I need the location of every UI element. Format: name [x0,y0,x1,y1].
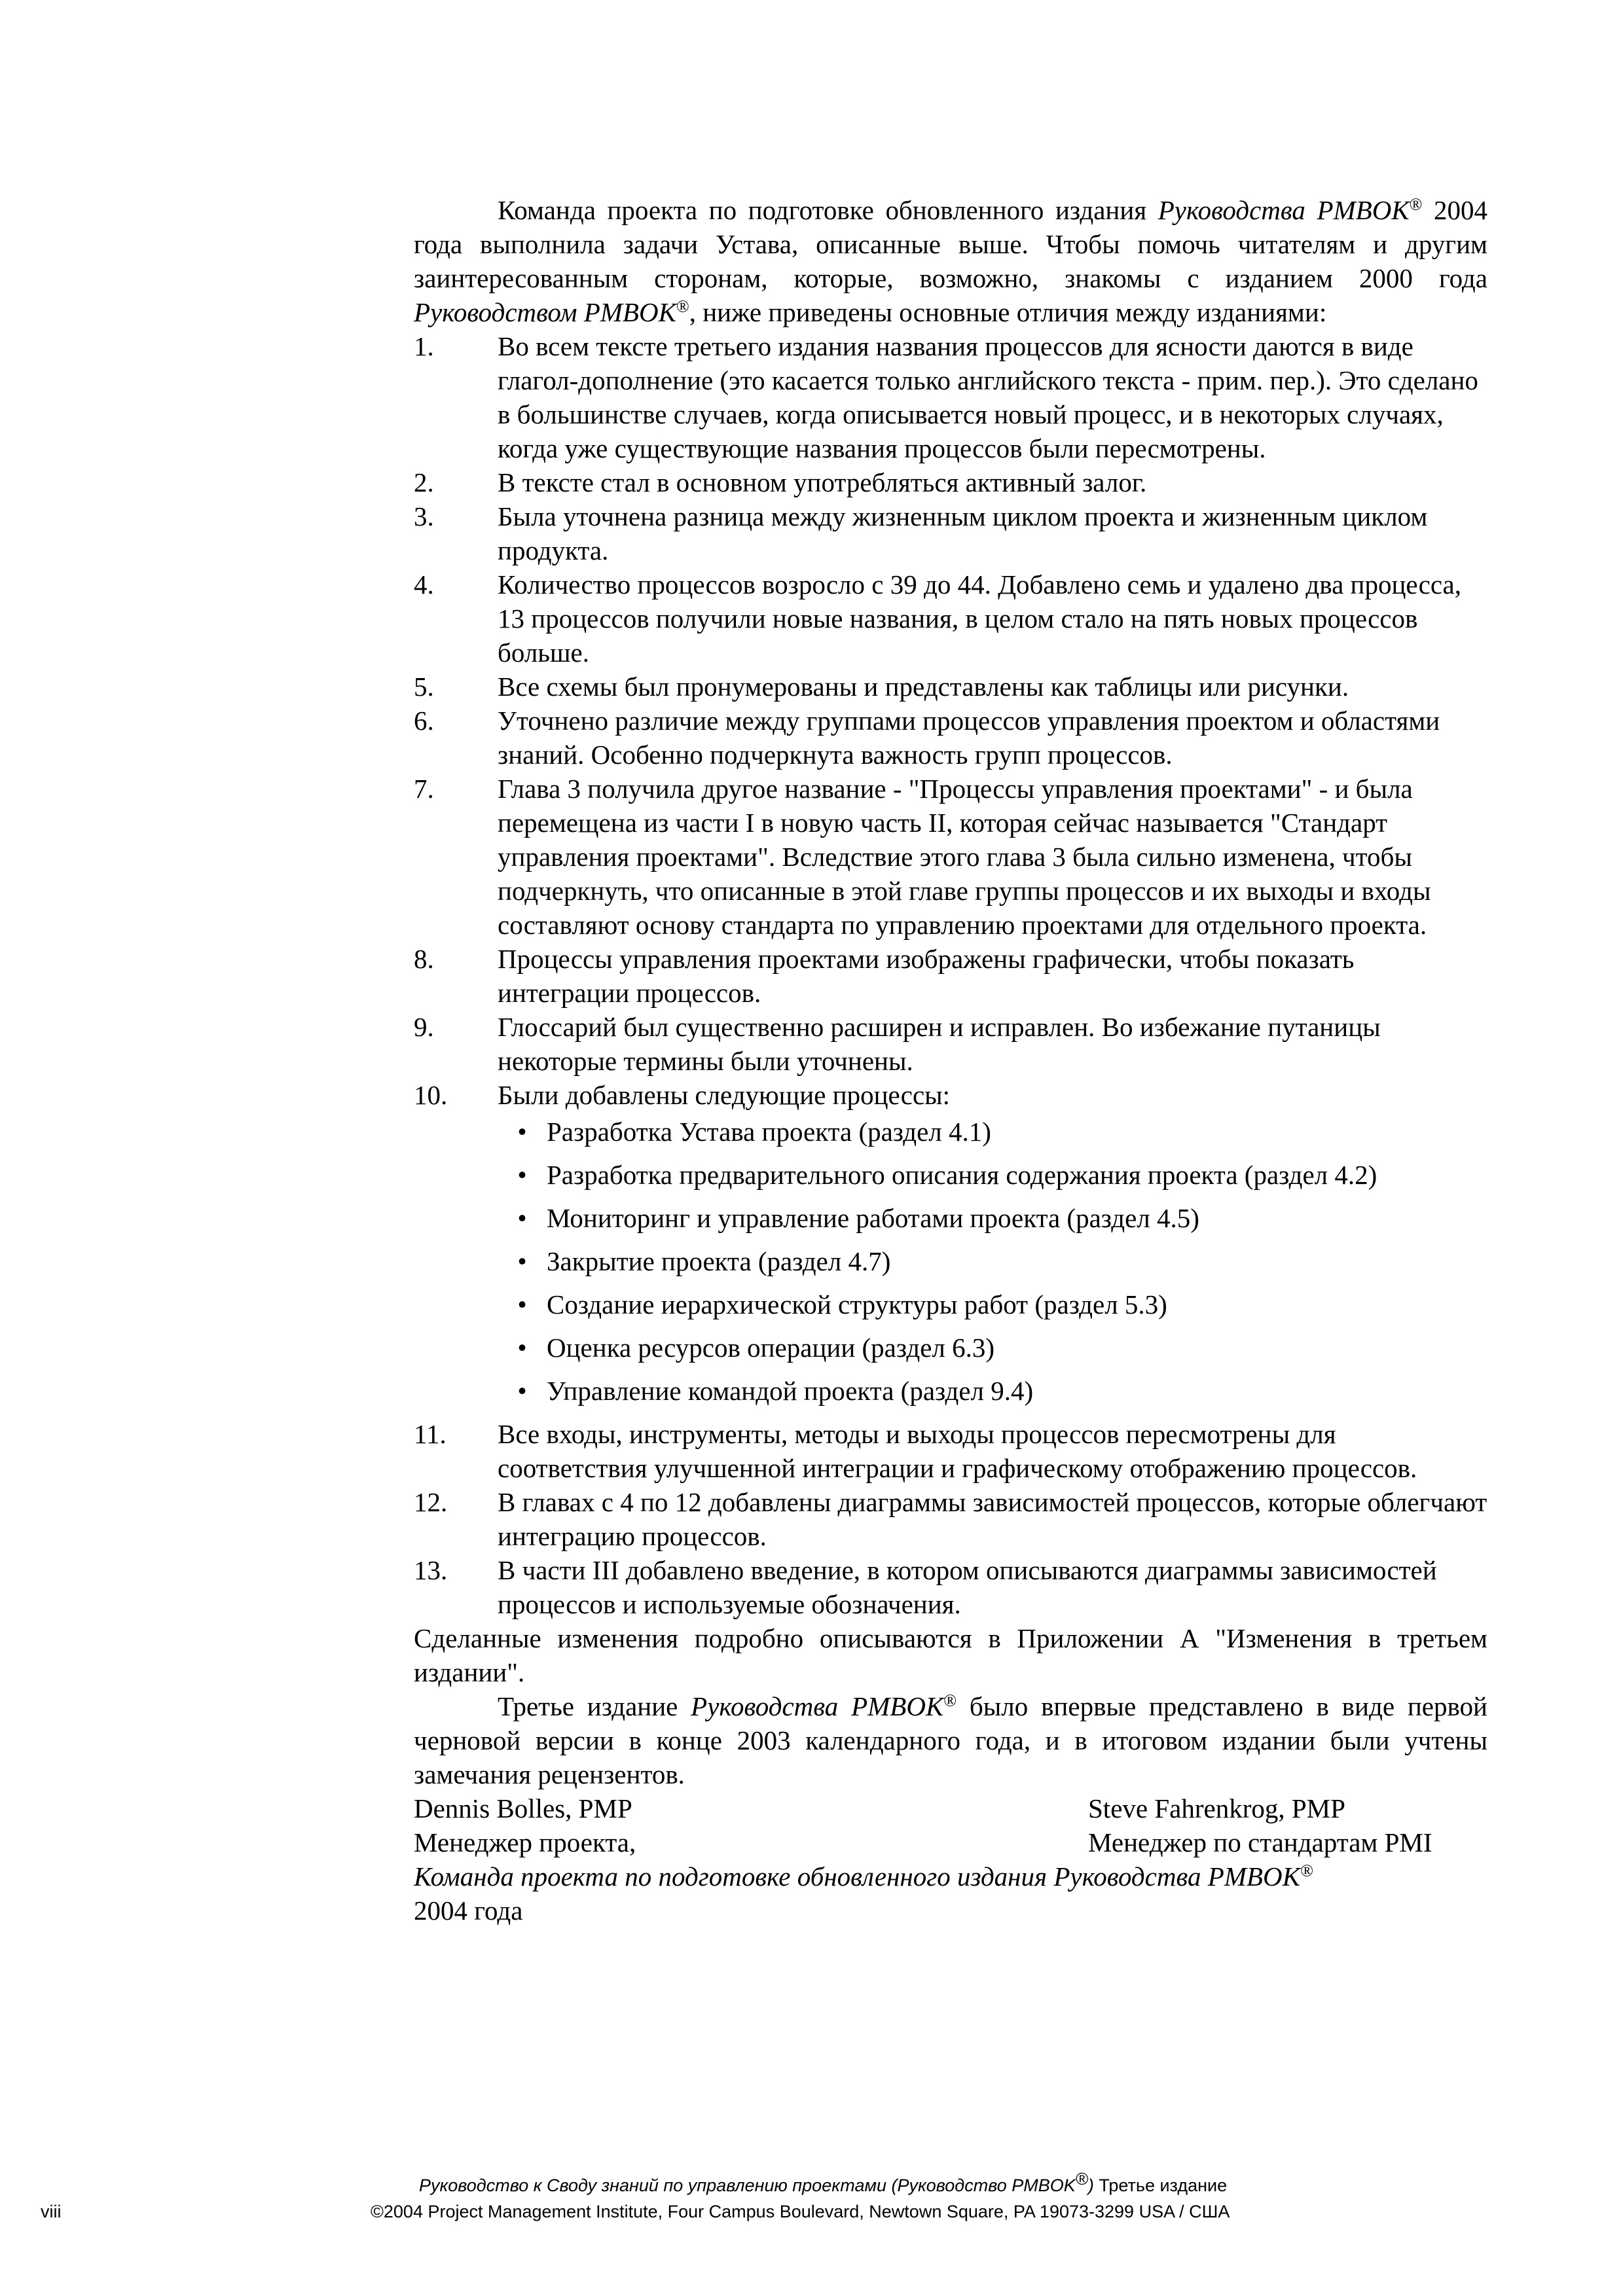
third-edition-paragraph [414,1689,1487,1791]
added-processes-list [414,1115,1487,1408]
list-number: 1. [414,331,434,361]
signature-right-role: Менеджер по стандартам PMI [1088,1827,1432,1857]
intro-paragraph [414,193,1487,329]
list-item [414,942,1487,1010]
bullet-item [414,1115,1487,1149]
bullet-item [414,1244,1487,1278]
list-text: Все входы, инструменты, методы и выходы процессов пересмотрены для соответствия улучшенной интеграции и графическому отображению процессов. [498,1419,1417,1483]
list-text: Количество процессов возросло с 39 до 44. Добавлено семь и удалено два процесса, 13 процессов получили новые названия, в целом стало на пять новых процессов больше. [498,569,1461,668]
list-item [414,772,1487,942]
intro-reg: ® [1409,194,1423,214]
list-number: 11. [414,1419,447,1449]
intro-text-2: 2004 года выполнила задачи Устава, описанные выше. Чтобы помочь читателям и другим заинтересованным сторонам, которые, возможно, знакомы с изданием 2000 года [414,195,1488,293]
bullet-icon [414,1244,547,1278]
signature-names [414,1791,1487,1825]
page-body [414,193,1487,1928]
bullet-icon [414,1158,547,1192]
list-item [414,499,1487,567]
list-number: 6. [414,706,434,736]
bullet-text: Создание иерархической структуры работ (раздел 5.3) [547,1289,1167,1319]
bullet-text: Мониторинг и управление работами проекта (раздел 4.5) [547,1203,1199,1233]
list-item [414,704,1487,772]
intro-reg-2: ® [676,296,689,316]
list-text: Все схемы был пронумерованы и представлены как таблицы или рисунки. [498,672,1349,702]
footer-copyright: ©2004 Project Management Institute, Four Campus Boulevard, Newtown Square, PA 19073-3299 USA / США [371,2202,1230,2221]
list-number: 10. [414,1080,448,1110]
list-item [414,465,1487,499]
bullet-text: Разработка Устава проекта (раздел 4.1) [547,1117,991,1147]
intro-pmbok: Руководства PMBOK [1158,195,1410,225]
list-number: 3. [414,501,434,531]
footer-reg: ® [1075,2169,1088,2189]
signature-team-reg: ® [1300,1861,1313,1880]
footer-title-2: ) [1087,2176,1094,2195]
third-edition-pmbok: Руководства PMBOK [691,1691,944,1721]
intro-text-3: , ниже приведены основные отличия между изданиями: [689,297,1327,327]
appendix-note: Сделанные изменения подробно описываются в Приложении А "Изменения в третьем издании". [414,1623,1487,1687]
list-number: 4. [414,569,434,600]
signature-team [414,1859,1487,1893]
list-number: 13. [414,1555,448,1585]
list-item [414,329,1487,465]
list-text: Во всем тексте третьего издания названия процессов для ясности даются в виде глагол-дополнение (это касается только английского текста - прим. пер.). Это сделано в большинстве случаев, когда описывается новый процесс, и в некоторых случаях, когда уже существующие названия процессов были пересмотрены. [498,331,1478,463]
list-number: 5. [414,672,434,702]
list-text: Были добавлены следующие процессы: [498,1080,951,1110]
list-number: 7. [414,774,434,804]
list-text: В части III добавлено введение, в котором описываются диаграммы зависимостей процессов и используемые обозначения. [498,1555,1437,1619]
list-item [414,567,1487,670]
bullet-item [414,1287,1487,1321]
list-item [414,1417,1487,1485]
bullet-icon [414,1331,547,1365]
bullet-text: Оценка ресурсов операции (раздел 6.3) [547,1333,995,1363]
bullet-text: Закрытие проекта (раздел 4.7) [547,1246,891,1276]
bullet-item [414,1201,1487,1235]
list-text: В тексте стал в основном употребляться активный залог. [498,467,1147,497]
list-item [414,670,1487,704]
bullet-icon [414,1287,547,1321]
bullet-icon [414,1201,547,1235]
signature-roles [414,1825,1487,1859]
list-text: Глоссарий был существенно расширен и исправлен. Во избежание путаницы некоторые термины были уточнены. [498,1012,1381,1076]
bullet-icon [414,1374,547,1408]
signature-year: 2004 года [414,1895,523,1926]
signature-left-name: Dennis Bolles, PMP [414,1793,632,1823]
list-item [414,1553,1487,1621]
bullet-text: Управление командой проекта (раздел 9.4) [547,1376,1034,1406]
footer-title-3: Третье издание [1093,2176,1228,2195]
list-text: Глава 3 получила другое название - "Процессы управления проектами" - и была перемещена из части I в новую часть II, которая сейчас называется "Стандарт управления проектами". Вследствие этого глава 3 была сильно изменена, чтобы подчеркнуть, что описанные в этой главе группы процессов и их выходы и входы составляют основу стандарта по управлению проектами для отдельного проекта. [498,774,1431,940]
bullet-item [414,1374,1487,1408]
list-number: 9. [414,1012,434,1042]
signature-right-name: Steve Fahrenkrog, PMP [1088,1793,1345,1823]
list-number: 2. [414,467,434,497]
third-edition-text-2: было впервые представлено в виде первой черновой версии в конце 2003 календарного года, и в итоговом издании были учтены замечания рецензентов. [414,1691,1487,1789]
list-text: Процессы управления проектами изображены графически, чтобы показать интеграции процессов. [498,944,1355,1008]
list-item [414,1078,1487,1112]
changes-list [414,329,1487,1112]
list-number: 12. [414,1487,448,1517]
bullet-item [414,1331,1487,1365]
footer-title-1: Руководство к Своду знаний по управлению проектами (Руководство PMBOK [419,2176,1076,2195]
bullet-icon [414,1115,547,1149]
list-text: В главах с 4 по 12 добавлены диаграммы зависимостей процессов, которые облегчают интеграцию процессов. [498,1487,1487,1551]
list-number: 8. [414,944,434,974]
third-edition-text-1: Третье издание [498,1691,691,1721]
changes-list-continued [414,1417,1487,1621]
list-text: Была уточнена разница между жизненным циклом проекта и жизненным циклом продукта. [498,501,1428,565]
intro-pmbok-instr: Руководством PMBOK [414,297,676,327]
signature-team-text: Команда проекта по подготовке обновленного издания Руководства PMBOK [414,1861,1300,1892]
bullet-item [414,1158,1487,1192]
signature-left-role: Менеджер проекта, [414,1827,636,1857]
page-number: viii [41,2202,62,2221]
third-edition-reg: ® [943,1691,957,1710]
list-item [414,1485,1487,1553]
footer-title [419,2169,1228,2198]
list-text: Уточнено различие между группами процессов управления проектом и областями знаний. Особенно подчеркнута важность групп процессов. [498,706,1440,770]
list-item [414,1010,1487,1078]
intro-text-1: Команда проекта по подготовке обновленного издания [498,195,1158,225]
bullet-text: Разработка предварительного описания содержания проекта (раздел 4.2) [547,1160,1377,1190]
